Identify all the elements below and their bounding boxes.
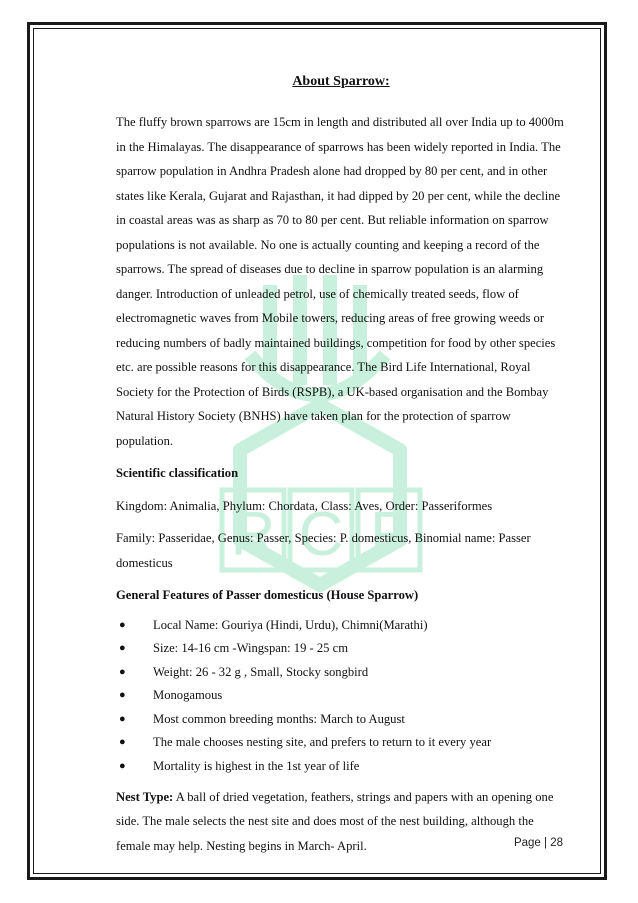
- watermark-letter: C: [298, 500, 344, 569]
- nest-label: Nest Type:: [116, 789, 174, 804]
- watermark-letter: R: [230, 500, 276, 569]
- bullet-icon: ●: [119, 642, 126, 655]
- list-item: ● Local Name: Gouriya (Hindi, Urdu), Chimni(Marathi): [116, 614, 566, 638]
- classification-line: Family: Passeridae, Genus: Passer, Species: P. domesticus, Binomial name: Passer domesticus: [116, 531, 531, 570]
- bullet-icon: ●: [119, 736, 126, 749]
- bullet-icon: ●: [119, 712, 126, 725]
- bullet-icon: ●: [119, 618, 126, 631]
- list-item: ● Mortality is highest in the 1st year of life: [116, 755, 566, 779]
- bullet-icon: ●: [119, 760, 126, 773]
- bullet-icon: ●: [119, 665, 126, 678]
- features-heading: General Features of Passer domesticus (House Sparrow): [116, 588, 419, 602]
- bullet-icon: ●: [119, 689, 126, 702]
- page-number: Page | 28: [513, 837, 563, 849]
- classification-heading: Scientific classification: [116, 466, 239, 480]
- list-item: ● Size: 14-16 cm -Wingspan: 19 - 25 cm: [116, 637, 566, 661]
- list-item: ● Monogamous: [116, 684, 566, 708]
- page-content: [116, 74, 566, 858]
- list-item: ● Weight: 26 - 32 g , Small, Stocky songbird: [116, 661, 566, 685]
- nest-paragraph: [116, 785, 566, 859]
- page-title: About Sparrow:: [292, 74, 390, 89]
- classification-line: Kingdom: Animalia, Phylum: Chordata, Class: Aves, Order: Passeriformes: [116, 498, 493, 513]
- intro-paragraph: The fluffy brown sparrows are 15cm in length and distributed all over India up to 4000m in the Himalayas. The disappearance of sparrows has been widely reported in India. The sparrow population in Andhra Pradesh alone had dropped by 80 per cent, and in other states like Kerala, Gujarat and Rajasthan, it had dipped by 20 per cent, while the decline in coastal areas was as sharp as 70 to 80 per cent. But reliable information on sparrow populations is not available. No one is actually counting and keeping a record of the sparrows. The spread of diseases due to decline in sparrow population is an alarming danger. Introduction of unleaded petrol, use of chemically treated seeds, flow of electromagnetic waves from Mobile towers, reducing areas of free growing weeds or reducing numbers of badly maintained buildings, competition for food by other species etc. are possible reasons for this disappearance. The Bird Life International, Royal Society for the Protection of Birds (RSPB), a UK-based organisation and the Bombay Natural History Society (BNHS) have taken plan for the protection of sparrow population.: [116, 115, 564, 448]
- list-item: ● The male chooses nesting site, and prefers to return to it every year: [116, 731, 566, 755]
- features-list: [116, 614, 566, 779]
- list-item: ● Most common breeding months: March to August: [116, 708, 566, 732]
- nest-text: A ball of dried vegetation, feathers, strings and papers with an opening one side. The male selects the nest site and does most of the nest building, although the female may help. Nesting begins in March- April.: [116, 789, 554, 853]
- watermark-letter: F: [370, 500, 408, 569]
